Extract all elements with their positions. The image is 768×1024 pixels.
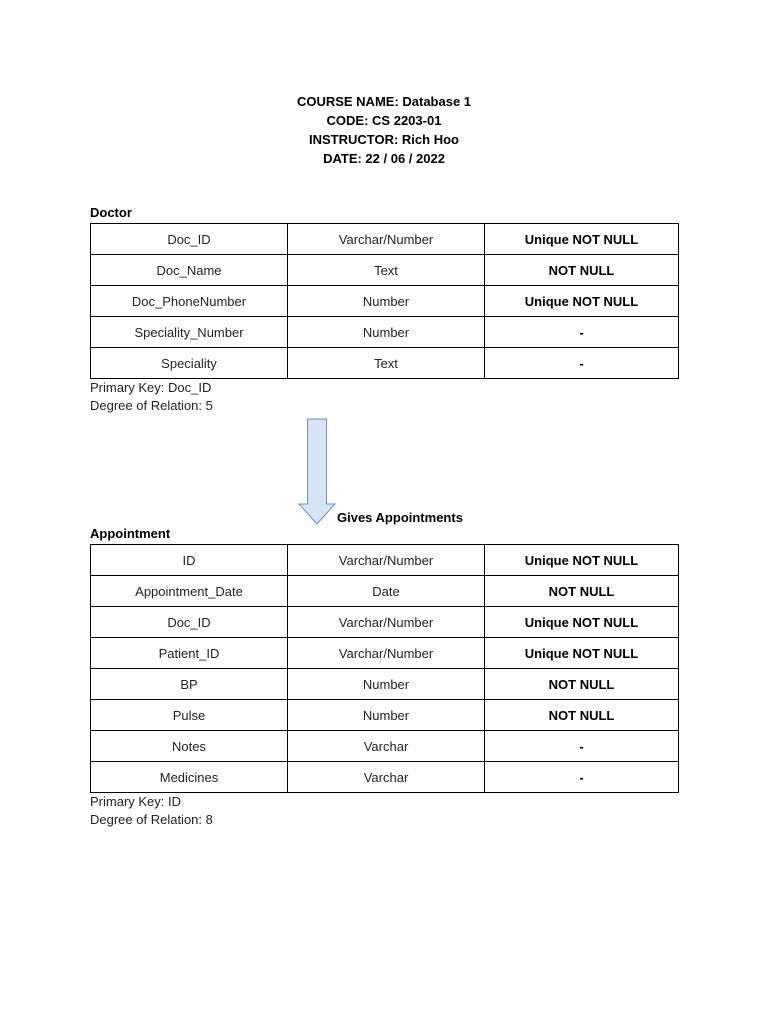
attribute-type: Text: [288, 255, 485, 286]
attribute-type: Number: [288, 317, 485, 348]
appointment-notes: [90, 793, 213, 829]
attribute-constraint: Unique NOT NULL: [485, 607, 679, 638]
attribute-constraint: -: [485, 317, 679, 348]
doctor-primary-key: Primary Key: Doc_ID: [90, 380, 212, 395]
attribute-name: Doc_ID: [91, 607, 288, 638]
table-row: [91, 255, 679, 286]
attribute-name: Pulse: [91, 700, 288, 731]
attribute-name: Doc_Name: [91, 255, 288, 286]
attribute-type: Date: [288, 576, 485, 607]
appointment-title: Appointment: [90, 526, 171, 541]
appointment-degree: Degree of Relation: 8: [90, 812, 213, 827]
table-row: [91, 348, 679, 379]
attribute-type: Varchar/Number: [288, 224, 485, 255]
date: DATE: 22 / 06 / 2022: [323, 151, 445, 166]
down-arrow-icon: [297, 418, 337, 526]
appointment-table: [90, 544, 679, 793]
course-code: CODE: CS 2203-01: [326, 113, 442, 128]
instructor: INSTRUCTOR: Rich Hoo: [309, 132, 459, 147]
attribute-type: Varchar/Number: [288, 607, 485, 638]
attribute-name: Patient_ID: [91, 638, 288, 669]
attribute-name: Appointment_Date: [91, 576, 288, 607]
attribute-type: Number: [288, 700, 485, 731]
attribute-type: Number: [288, 286, 485, 317]
table-row: [91, 576, 679, 607]
document-header: [0, 92, 768, 168]
attribute-constraint: Unique NOT NULL: [485, 545, 679, 576]
attribute-name: BP: [91, 669, 288, 700]
table-row: [91, 731, 679, 762]
attribute-name: Notes: [91, 731, 288, 762]
arrow-shape: [299, 419, 335, 524]
relationship-label: Gives Appointments: [337, 510, 463, 525]
attribute-constraint: NOT NULL: [485, 700, 679, 731]
attribute-type: Text: [288, 348, 485, 379]
attribute-name: Speciality_Number: [91, 317, 288, 348]
attribute-type: Varchar/Number: [288, 545, 485, 576]
attribute-name: Medicines: [91, 762, 288, 793]
attribute-constraint: Unique NOT NULL: [485, 224, 679, 255]
doctor-table: [90, 223, 679, 379]
attribute-constraint: Unique NOT NULL: [485, 286, 679, 317]
attribute-name: ID: [91, 545, 288, 576]
table-row: [91, 224, 679, 255]
table-row: [91, 700, 679, 731]
doctor-degree: Degree of Relation: 5: [90, 398, 213, 413]
attribute-type: Varchar/Number: [288, 638, 485, 669]
table-row: [91, 669, 679, 700]
attribute-constraint: NOT NULL: [485, 255, 679, 286]
attribute-constraint: -: [485, 762, 679, 793]
table-row: [91, 286, 679, 317]
attribute-name: Doc_ID: [91, 224, 288, 255]
table-row: [91, 638, 679, 669]
attribute-type: Varchar: [288, 731, 485, 762]
attribute-constraint: NOT NULL: [485, 669, 679, 700]
attribute-constraint: -: [485, 348, 679, 379]
table-row: [91, 317, 679, 348]
appointment-primary-key: Primary Key: ID: [90, 794, 182, 809]
attribute-name: Doc_PhoneNumber: [91, 286, 288, 317]
table-row: [91, 545, 679, 576]
table-row: [91, 762, 679, 793]
attribute-constraint: Unique NOT NULL: [485, 638, 679, 669]
attribute-type: Number: [288, 669, 485, 700]
table-row: [91, 607, 679, 638]
doctor-title: Doctor: [90, 205, 132, 220]
attribute-constraint: -: [485, 731, 679, 762]
attribute-name: Speciality: [91, 348, 288, 379]
attribute-type: Varchar: [288, 762, 485, 793]
doctor-notes: [90, 379, 213, 415]
course-name: COURSE NAME: Database 1: [296, 94, 472, 109]
attribute-constraint: NOT NULL: [485, 576, 679, 607]
